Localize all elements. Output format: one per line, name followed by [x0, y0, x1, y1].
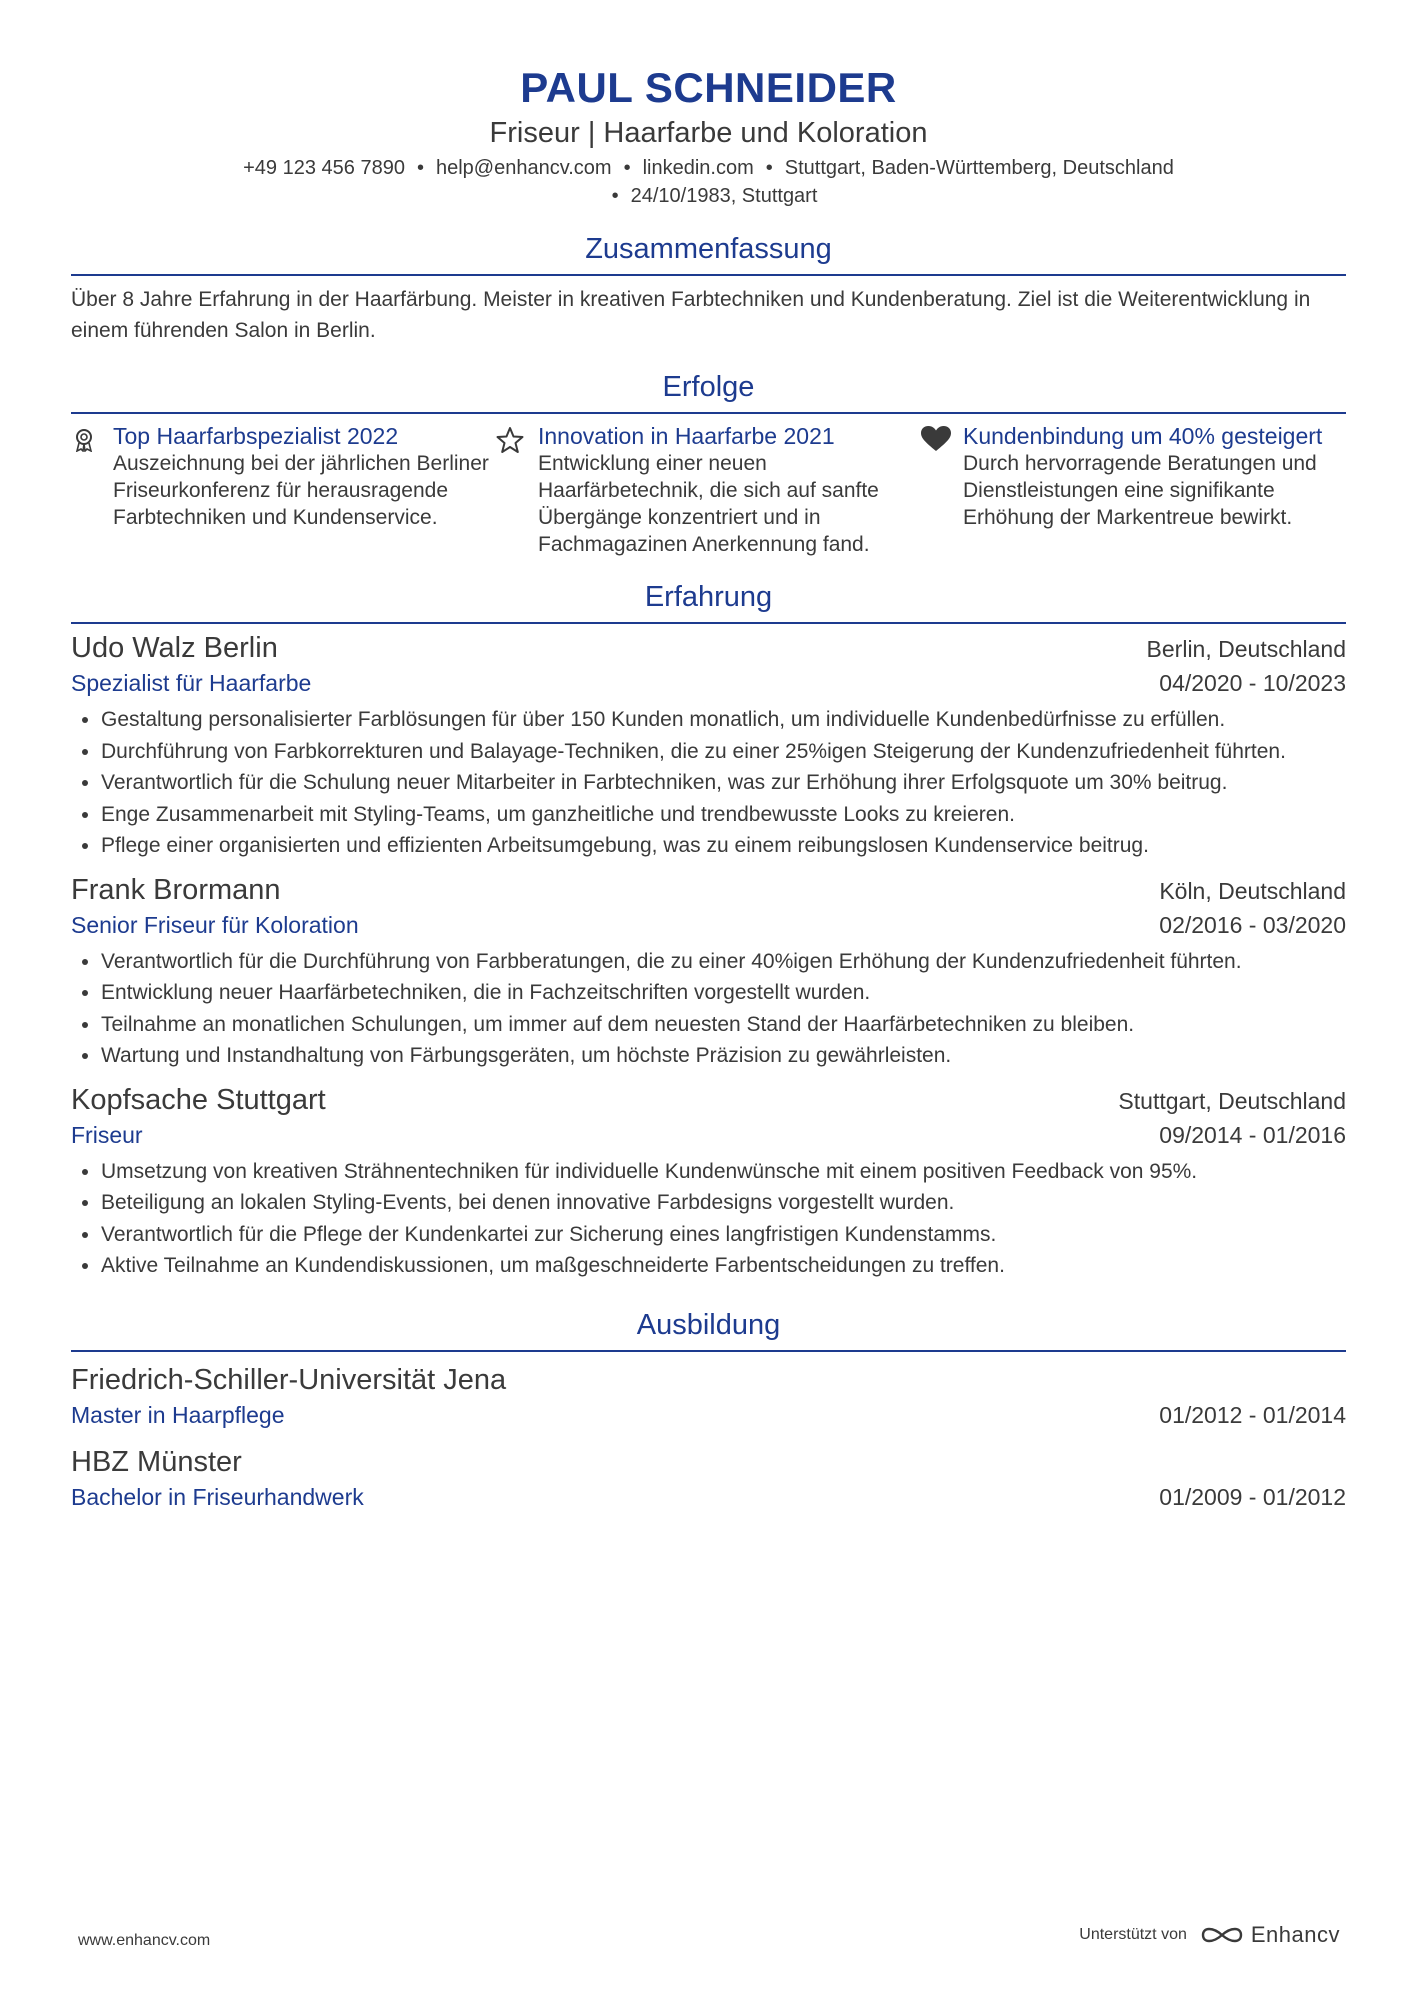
achievement-item	[496, 422, 921, 558]
achievement-title: Top Haarfarbspezialist 2022	[113, 423, 399, 449]
summary-section	[71, 232, 1346, 346]
list-item: • Entwicklung neuer Haarfärbetechniken, die in Fachzeitschriften vorgestellt wurden.	[101, 977, 1346, 1009]
list-item: • Aktive Teilnahme an Kundendiskussionen, um maßgeschneiderte Farbentscheidungen zu treffen.	[101, 1250, 1346, 1282]
job-entry	[71, 872, 1346, 1072]
job-entry	[71, 1082, 1346, 1282]
job-location: Berlin, Deutschland	[1146, 636, 1346, 662]
list-item: • Enge Zusammenarbeit mit Styling-Teams, um ganzheitliche und trendbewusste Looks zu kreieren.	[101, 799, 1346, 831]
list-item: • Teilnahme an monatlichen Schulungen, um immer auf dem neuesten Stand der Haarfärbetechniken zu bleiben.	[101, 1009, 1346, 1041]
summary-text: Über 8 Jahre Erfahrung in der Haarfärbung. Meister in kreativen Farbtechniken und Kundenberatung. Ziel ist die Weiterentwicklung in einem führenden Salon in Berlin.	[71, 288, 1311, 342]
star-icon	[496, 422, 538, 558]
list-item: • Durchführung von Farbkorrekturen und Balayage-Techniken, die zu einer 25%igen Steigerung der Kundenzufriedenheit führten.	[101, 736, 1346, 768]
job-location: Köln, Deutschland	[1159, 877, 1346, 904]
email[interactable]: help@enhancv.com	[435, 157, 612, 179]
linkedin[interactable]: linkedin.com	[642, 157, 754, 179]
enhancv-logo-icon	[1199, 1923, 1245, 1947]
job-dates: 09/2014 - 01/2016	[1159, 1121, 1346, 1148]
section-title-achievements: Erfolge	[71, 370, 1346, 414]
contact-line: +49 123 456 7890 • help@enhancv.com • linkedin.com • Stuttgart, Baden-Württemberg, Deutschland	[243, 157, 1174, 179]
phone: +49 123 456 7890	[243, 157, 405, 179]
achievement-item	[921, 422, 1346, 558]
list-item: • Gestaltung personalisierter Farblösungen für über 150 Kunden monatlich, um individuelle Kundenbedürfnisse zu erfüllen.	[101, 704, 1346, 736]
location: Stuttgart, Baden-Württemberg, Deutschland	[784, 157, 1174, 179]
achievement-desc: Auszeichnung bei der jährlichen Berliner Friseurkonferenz für herausragende Farbtechniken und Kundenservice.	[113, 452, 489, 529]
job-location: Stuttgart, Deutschland	[1118, 1087, 1346, 1114]
company-name: Frank Brormann	[71, 873, 281, 906]
birth-date: 24/10/1983, Stuttgart	[630, 185, 818, 207]
education-dates: 01/2012 - 01/2014	[1159, 1401, 1346, 1428]
achievements-section	[71, 370, 1346, 558]
resume-page	[71, 0, 1346, 1514]
job-bullets	[71, 704, 1346, 862]
list-item: • Wartung und Instandhaltung von Färbungsgeräten, um höchste Präzision zu gewährleisten.	[101, 1040, 1346, 1072]
company-name: Udo Walz Berlin	[71, 632, 278, 664]
section-title-summary: Zusammenfassung	[71, 232, 1346, 276]
achievement-item	[71, 422, 496, 558]
degree: Master in Haarpflege	[71, 1401, 285, 1428]
list-item: • Pflege einer organisierten und effizienten Arbeitsumgebung, was zu einem reibungslosen Kundenservice beitrug.	[101, 830, 1346, 862]
achievement-desc: Durch hervorragende Beratungen und Dienstleistungen eine signifikante Erhöhung der Markentreue bewirkt.	[963, 452, 1317, 529]
list-item: • Verantwortlich für die Durchführung von Farbberatungen, die zu einer 40%igen Erhöhung der Kundenzufriedenheit führten.	[101, 946, 1346, 978]
job-bullets	[71, 1156, 1346, 1282]
section-title-experience: Erfahrung	[71, 580, 1346, 624]
powered-label: Unterstützt von	[1079, 1926, 1187, 1943]
brand-name: Enhancv	[1250, 1922, 1340, 1947]
job-bullets	[71, 946, 1346, 1072]
award-icon	[71, 422, 113, 558]
school-name: Friedrich-Schiller-Universität Jena	[71, 1363, 507, 1396]
education-dates: 01/2009 - 01/2012	[1159, 1483, 1346, 1510]
job-title: Friseur | Haarfarbe und Koloration	[489, 117, 928, 149]
header	[71, 64, 1346, 210]
education-section	[71, 1308, 1346, 1514]
list-item: • Verantwortlich für die Schulung neuer Mitarbeiter in Farbtechniken, was zur Erhöhung ihrer Erfolgsquote um 30% beitrug.	[101, 767, 1346, 799]
experience-section	[71, 580, 1346, 1282]
achievements-list	[71, 422, 1346, 558]
job-dates: 04/2020 - 10/2023	[1159, 670, 1346, 696]
job-dates: 02/2016 - 03/2020	[1159, 911, 1346, 938]
list-item: • Verantwortlich für die Pflege der Kundenkartei zur Sicherung eines langfristigen Kundenstamms.	[101, 1219, 1346, 1251]
education-entry	[71, 1362, 1346, 1432]
school-name: HBZ Münster	[71, 1445, 242, 1478]
footer-powered-by[interactable]	[1079, 1922, 1340, 1948]
list-item: • Umsetzung von kreativen Strähnentechniken für individuelle Kundenwünsche mit einem positiven Feedback von 95%.	[101, 1156, 1346, 1188]
job-entry	[71, 630, 1346, 862]
heart-icon	[921, 422, 963, 558]
section-title-education: Ausbildung	[71, 1308, 1346, 1352]
birth-line: • 24/10/1983, Stuttgart	[611, 185, 818, 207]
list-item: • Beteiligung an lokalen Styling-Events, bei denen innovative Farbdesigns vorgestellt wurden.	[101, 1187, 1346, 1219]
degree: Bachelor in Friseurhandwerk	[71, 1483, 364, 1510]
job-role: Friseur	[71, 1121, 143, 1148]
education-entry	[71, 1444, 1346, 1514]
candidate-name: PAUL SCHNEIDER	[520, 64, 897, 111]
achievement-desc: Entwicklung einer neuen Haarfärbetechnik, die sich auf sanfte Übergänge konzentriert und in Fachmagazinen Anerkennung fand.	[538, 452, 879, 556]
company-name: Kopfsache Stuttgart	[71, 1083, 326, 1116]
achievement-title: Innovation in Haarfarbe 2021	[538, 423, 835, 449]
footer-website[interactable]: www.enhancv.com	[78, 1932, 211, 1949]
achievement-title: Kundenbindung um 40% gesteigert	[963, 423, 1323, 449]
job-role: Senior Friseur für Koloration	[71, 911, 359, 938]
job-role: Spezialist für Haarfarbe	[71, 670, 312, 696]
